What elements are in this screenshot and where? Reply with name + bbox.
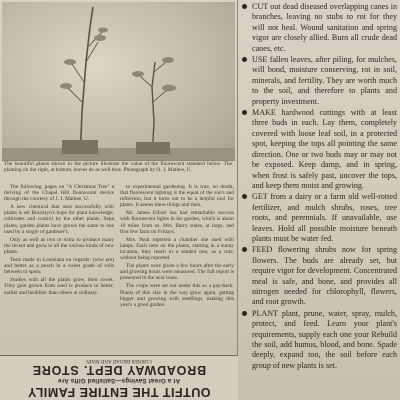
- bullet-icon: [242, 110, 247, 115]
- bullet-icon: [242, 311, 247, 316]
- paragraph: Studies with all the plants grow, their sweet. They gain grown from seed is produce to better, earlier and healthier than others at ordinary.: [4, 277, 114, 296]
- tip-item: [242, 192, 397, 244]
- photo-caption: The beautiful plants shown in the picture illustrate the value of the fluorescent standard below. The planting on the right, at bottom, leaves do as well thus. Photograph by O. J. Mathee, U.: [4, 161, 232, 174]
- tip-text: FEED flowering shrubs now for spring flowers. The buds are already set, but require vigor for development. Concentrated meal is safe, and bone, and provides all nitrogen needed for chlorophyll, flowers, and root growth.: [252, 245, 397, 307]
- ad-rotated-content: [0, 356, 238, 400]
- bullet-icon: [242, 194, 247, 199]
- plant-illustration: [2, 2, 235, 160]
- ad-headline: OUTFIT THE ENTIRE FAMILY: [27, 385, 211, 399]
- tip-item: [242, 309, 397, 371]
- store-advertisement: [0, 356, 238, 400]
- bullet-icon: [242, 247, 247, 252]
- tip-item: [242, 55, 397, 107]
- paragraph: Mrs. Neal reported a chamber she used with lamps. Each note on the plants, starting in a sunny location, they reach in a shaded one, as a rule, without being reported.: [120, 236, 234, 262]
- tip-item: [242, 2, 397, 54]
- tip-text: USE fallen leaves, after piling, for mulches, will bond, moisture conserving, rot in soil, minerals, and fertility. They are worth much to the soil, and therefore to plants and property investment.: [252, 55, 397, 106]
- article-column-middle: [120, 184, 234, 352]
- paragraph: The crops were set out under this so a pay-back. Plants of this size in the way grow again, getting bigger and growing with seedlings, making this year's a good garden.: [120, 283, 234, 308]
- tip-item: [242, 245, 397, 307]
- paragraph: Only as well as two or extra to produce many the recent and grow to all the various kinds of new plants.: [4, 236, 114, 255]
- tip-text: GET from a dairy or a farm old well-rotted fertilizer, and mulch shrubs, roses, tree roots, and perennials. If unavailable, use leaves. Hold all possible moisture beneath plants must be water fed.: [252, 192, 397, 243]
- garden-tips-column: [242, 2, 397, 400]
- paragraph: A new chemical that uses successfully with plants is set Brooklyn's hope for plant knowledge, cultivates and control by the other plants. Sepa plants, garden plants have grown the same to one used by a single of gardener's.: [4, 204, 114, 235]
- plant-photo: [2, 2, 235, 161]
- ad-store-name: BROADWAY DEPT. STORE: [31, 363, 207, 377]
- paragraph: Mr. James Elliott has had remarkable success with fluorescent lights in his garden, which is about 10 miles from us. Mrs. Barry states, at large, and first few facts on Fridays.: [120, 210, 234, 235]
- ad-tagline: At a Great Savings—Satisfied Gifts Are: [57, 377, 181, 384]
- paragraph: The plants were given a few hours after the early and growing hours were measured. The full report is presented in the next issue.: [120, 263, 234, 282]
- tip-text: CUT out dead diseased overlapping canes in branches, leaving no stubs to rot for they will not heal. Wound sanitation and spring vigor are closely allied. Burn all crude dead canes, etc.: [252, 2, 397, 53]
- tip-item: [242, 108, 397, 191]
- ad-address: CORNER BROAD AND MAIN: [86, 358, 152, 363]
- article-column-left: [4, 184, 114, 352]
- tip-text: MAKE hardwood cuttings with at least three buds in each. Lay them, completely covered with loose leaf soil, in a protected spot, keeping the tops all pointing the same direction. One or two buds may or may not be exposed. Keep damp, and in spring, when frost is safely past, uncover the tops, and keep them moist and growing.: [252, 108, 397, 190]
- paragraph: The following, pages on "A Christmas Tree" a thriving of the Chapel Hill fluorescent device through the courtesy of J. J. Mathee, U.: [4, 184, 114, 203]
- bullet-icon: [242, 4, 247, 9]
- paragraph: Tests made in Louisiana on regards: (who are) and better as a peach in a sweet grade of rolls between to spots.: [4, 257, 114, 276]
- tip-text: PLANT plant, prune, water, spray, mulch, protect, and feed. Learn your plant's requirements, supply each one your Rebuild the soil, add humus, blood, and bone. Spade deeply, expand too, the soil before each group of new plants is set.: [252, 308, 397, 370]
- bullet-icon: [242, 57, 247, 62]
- column-divider: [237, 0, 238, 400]
- paragraph: to experimental gardening. It is true, no doubt, that fluorescent lighting is the equal of the sun's and reflection, but it turns out to be a helpful tool for plants. It seems these things and then.: [120, 184, 234, 209]
